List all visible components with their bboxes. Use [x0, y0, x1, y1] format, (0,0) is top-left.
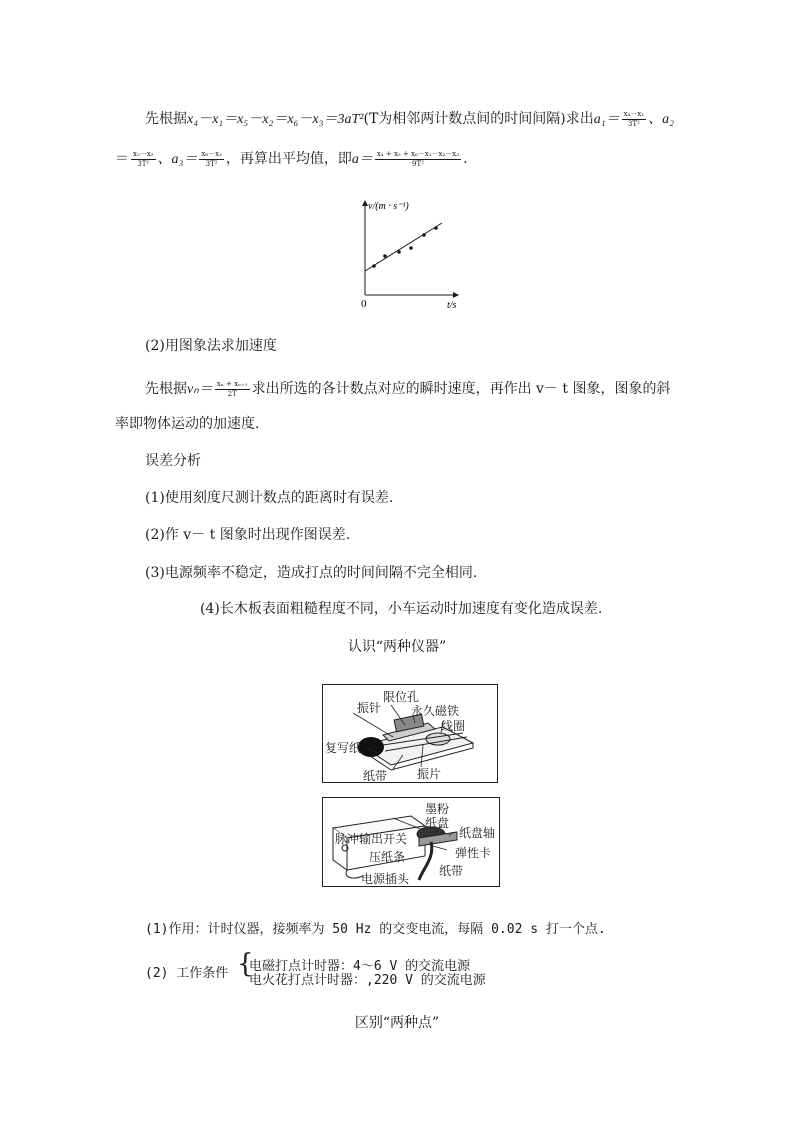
label-power-plug: 电源插头 [361, 872, 410, 886]
period: . [463, 151, 468, 167]
label-vibrator: 振片 [417, 767, 442, 781]
label-carbon-paper: 复写纸 [325, 741, 362, 755]
label-tape: 纸带 [439, 864, 464, 878]
text-prefix: 先根据 [145, 111, 187, 127]
interval-note: (T为相邻两计数点间的时间间隔)求出 [363, 111, 594, 127]
label-limit-hole: 限位孔 [383, 690, 420, 704]
points-heading: 区别“两种点” [354, 1015, 440, 1031]
label-pulse-switch: 脉冲输出开关 [335, 832, 408, 846]
uses-text: (1)作用：计时仪器，接频率为 50 Hz 的交变电流，每隔 0.02 s 打一个点. [145, 922, 606, 937]
text-prefix: 先根据 [145, 381, 187, 397]
a1-fraction [622, 110, 647, 129]
velocity-line-1 [145, 378, 670, 399]
label-tape: 纸带 [363, 769, 388, 783]
error-item-1: (1)使用刻度尺测计数点的距离时有误差. [145, 490, 394, 506]
label-disk-axle: 纸盘轴 [459, 826, 496, 840]
electromagnetic-timer-figure [322, 684, 498, 783]
error-item-2: (2)作 v－ t 图象时出现作图误差. [145, 527, 351, 543]
data-point [422, 233, 426, 237]
a3-lhs: 、a₃＝ [157, 152, 198, 167]
formula-line-1 [145, 108, 674, 129]
section-2-heading: (2)用图象法求加速度 [145, 338, 277, 354]
y-axis-label: v/(m · s⁻¹) [368, 201, 409, 212]
instruments-heading: 认识“两种仪器” [347, 639, 447, 655]
velocity-text: 求出所选的各计数点对应的瞬时速度，再作出 v－ t 图象，图象的斜 [251, 381, 671, 397]
a2-numerator: x₅－x₂ [133, 149, 154, 158]
label-magnet: 永久磁铁 [411, 704, 460, 718]
error-item-3: (3)电源频率不稳定，造成打点的时间间隔不完全相同. [145, 565, 478, 581]
label-spring-card: 弹性卡 [455, 846, 492, 860]
conditions-label: (2) 工作条件 [145, 966, 229, 981]
condition-em-timer: 电磁打点计时器：4～6 V 的交流电源 [249, 959, 471, 974]
brace-icon: { [237, 949, 254, 979]
formula-line-2 [115, 148, 468, 169]
data-point [434, 226, 438, 230]
a-denominator: 9T² [412, 159, 424, 168]
a1-numerator: x₄－x₁ [623, 109, 645, 118]
label-paper-disk: 纸盘 [425, 816, 450, 830]
label-needle: 振针 [357, 701, 382, 715]
v-denominator: 2T [227, 389, 237, 398]
a3-denominator: 3T² [205, 159, 218, 168]
a-lhs: a＝ [351, 152, 373, 167]
error-heading: 误差分析 [145, 453, 201, 469]
x-axis-label: t/s [447, 300, 457, 311]
a1-denominator: 3T² [627, 119, 640, 128]
vt-graph [350, 195, 470, 315]
error-item-4: (4)长木板表面粗糙程度不同，小车运动时加速度有变化造成误差. [200, 601, 603, 617]
data-point [397, 250, 401, 254]
v-fraction [215, 380, 250, 399]
label-press-strip: 压纸条 [369, 850, 406, 864]
label-coil: 线圈 [441, 719, 466, 733]
a2-denominator: 3T² [137, 159, 150, 168]
main-formula: x₄－x₁＝x₅－x₂＝x₆－x₃＝3aT² [187, 112, 364, 127]
spark-timer-figure [322, 797, 500, 887]
origin-label: 0 [361, 298, 367, 310]
a2-lead: 、a₂ [648, 112, 675, 127]
data-point [383, 254, 387, 258]
average-text: ，再算出平均值，即 [225, 151, 352, 167]
v-numerator: xₙ + xₙ₊₁ [216, 379, 248, 388]
v-lhs: vₙ＝ [187, 382, 213, 397]
velocity-line-2: 率即物体运动的加速度. [115, 416, 260, 432]
a2-eq: ＝ [115, 151, 129, 167]
a3-numerator: x₆－x₃ [201, 149, 222, 158]
a-fraction [375, 150, 461, 169]
label-ink-powder: 墨粉 [425, 802, 450, 816]
data-point [372, 264, 376, 268]
condition-spark-timer: 电火花打点计时器：,220 V 的交流电源 [249, 973, 486, 988]
a1-lhs: a₁＝ [593, 112, 620, 127]
a2-fraction [131, 150, 156, 169]
fit-line [365, 223, 442, 271]
a-numerator: x₄ + x₅ + x₆－x₁－x₂－x₃ [376, 149, 460, 158]
a3-fraction [199, 150, 224, 169]
conditions-brace-group [237, 949, 537, 988]
data-point [409, 246, 413, 250]
